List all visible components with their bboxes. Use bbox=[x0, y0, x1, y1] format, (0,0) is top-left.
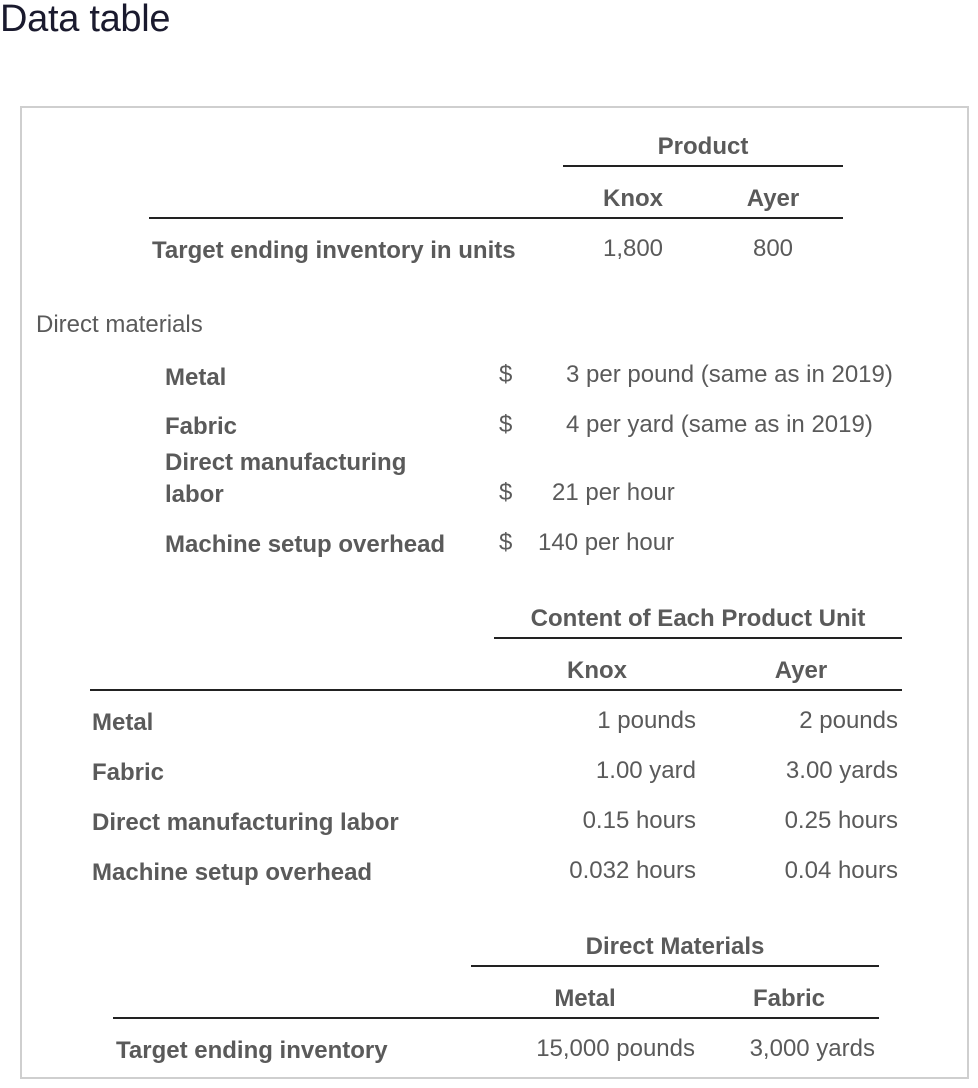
table1-group-rule bbox=[563, 165, 843, 167]
dm-fabric-value: 4 per yard (same as in 2019) bbox=[566, 411, 873, 438]
table2-col-knox: Knox bbox=[567, 657, 627, 684]
table2-row-label: Metal bbox=[92, 709, 154, 736]
dm-fabric-currency: $ bbox=[499, 411, 513, 438]
table3-fabric-value: 3,000 yards bbox=[749, 1035, 875, 1062]
table1-col-ayer: Ayer bbox=[746, 185, 800, 212]
dm-metal-currency: $ bbox=[499, 361, 513, 388]
table1-ayer-value: 800 bbox=[752, 235, 794, 262]
table2-row-label: Direct manufacturing labor bbox=[92, 809, 399, 836]
table3-col-metal: Metal bbox=[554, 985, 616, 1012]
table2-row-label: Machine setup overhead bbox=[92, 859, 373, 886]
table2-header-rule bbox=[90, 689, 902, 691]
table3-col-fabric: Fabric bbox=[752, 985, 826, 1012]
table2-row-ayer: 0.04 hours bbox=[784, 857, 898, 884]
table1-knox-value: 1,800 bbox=[602, 235, 664, 262]
table2-group-header: Content of Each Product Unit bbox=[530, 605, 866, 632]
table2-col-ayer: Ayer bbox=[774, 657, 828, 684]
table1-group-header: Product bbox=[657, 133, 749, 160]
table3-metal-value: 15,000 pounds bbox=[536, 1035, 695, 1062]
table2-row-knox: 1.00 yard bbox=[595, 757, 696, 784]
table2-row-knox: 0.15 hours bbox=[582, 807, 696, 834]
page-title: Data table bbox=[0, 0, 171, 40]
dm-labor-label-line2: labor bbox=[165, 481, 224, 508]
table2-row-knox: 1 pounds bbox=[597, 707, 696, 734]
dm-metal-value: 3 per pound (same as in 2019) bbox=[566, 361, 893, 388]
direct-materials-heading: Direct materials bbox=[36, 311, 203, 338]
table3-header-rule bbox=[113, 1017, 879, 1019]
table3-group-header: Direct Materials bbox=[585, 933, 765, 960]
dm-setup-label: Machine setup overhead bbox=[165, 531, 446, 558]
table1-header-rule bbox=[149, 217, 843, 219]
table2-row-ayer: 2 pounds bbox=[799, 707, 898, 734]
table2-row-label: Fabric bbox=[92, 759, 165, 786]
dm-metal-label: Metal bbox=[165, 364, 227, 391]
dm-labor-currency: $ bbox=[499, 479, 513, 506]
table3-row-label: Target ending inventory bbox=[116, 1037, 388, 1064]
table2-group-rule bbox=[494, 637, 902, 639]
table2-row-ayer: 0.25 hours bbox=[784, 807, 898, 834]
table1-col-knox: Knox bbox=[603, 185, 663, 212]
table2-row-knox: 0.032 hours bbox=[569, 857, 696, 884]
table2-row-ayer: 3.00 yards bbox=[785, 757, 898, 784]
dm-labor-value: 21 per hour bbox=[552, 479, 675, 506]
dm-fabric-label: Fabric bbox=[165, 413, 238, 440]
table3-group-rule bbox=[471, 965, 879, 967]
dm-labor-label-line1: Direct manufacturing bbox=[165, 449, 407, 476]
dm-setup-value: 140 per hour bbox=[538, 529, 675, 556]
table1-row-label: Target ending inventory in units bbox=[152, 237, 516, 264]
dm-setup-currency: $ bbox=[499, 529, 513, 556]
